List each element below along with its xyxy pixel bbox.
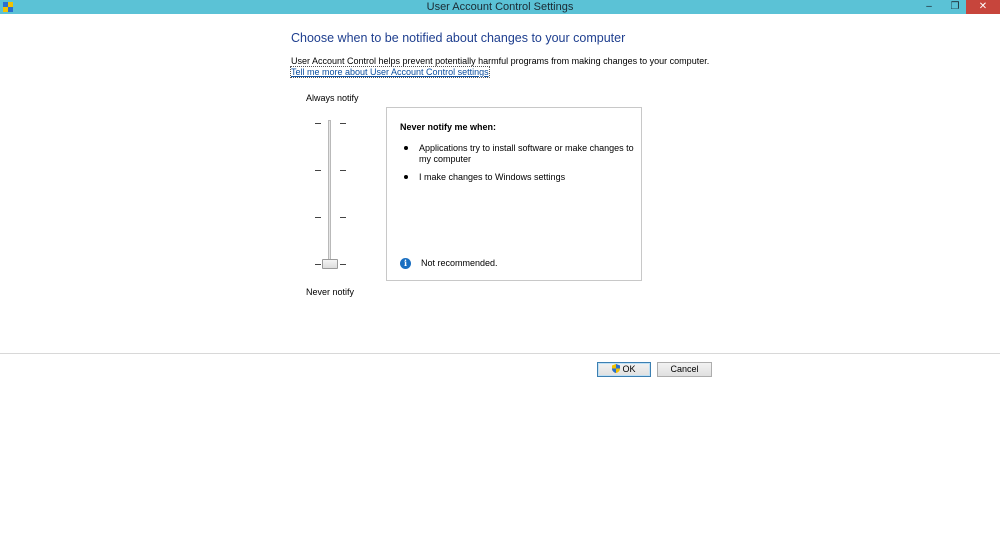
info-bullet: Applications try to install software or make changes to my computer [419, 143, 634, 164]
ok-button-label: OK [622, 364, 636, 374]
cancel-button[interactable]: Cancel [657, 362, 712, 377]
slider-tick [340, 170, 346, 171]
bullet-dot [404, 175, 408, 179]
ok-button[interactable] [597, 362, 651, 377]
divider [0, 353, 1000, 354]
slider-tick [340, 264, 346, 265]
slider-thumb[interactable] [322, 259, 338, 269]
slider-tick [315, 217, 321, 218]
close-icon[interactable]: ✕ [966, 0, 1000, 14]
slider-tick [340, 123, 346, 124]
slider-tick [315, 170, 321, 171]
slider-tick [315, 264, 321, 265]
info-panel-title: Never notify me when: [400, 122, 497, 132]
description-text: User Account Control helps prevent potentially harmful programs from making changes to your computer. [291, 56, 710, 66]
notification-level-slider[interactable] [310, 115, 350, 275]
info-bullet: I make changes to Windows settings [419, 172, 566, 182]
page-heading: Choose when to be notified about changes to your computer [291, 31, 626, 45]
minimize-icon[interactable]: – [926, 1, 932, 12]
slider-bottom-label: Never notify [306, 287, 355, 297]
recommendation-note: Not recommended. [421, 258, 498, 268]
maximize-icon[interactable]: ❐ [950, 1, 960, 12]
bullet-dot [404, 146, 408, 150]
title-bar [0, 0, 1000, 14]
slider-track[interactable] [328, 120, 331, 266]
info-panel [386, 107, 642, 281]
window-title: User Account Control Settings [426, 1, 574, 13]
slider-top-label: Always notify [306, 93, 359, 103]
uac-shield-icon [612, 364, 620, 373]
slider-tick [340, 217, 346, 218]
info-icon: i [400, 258, 411, 269]
learn-more-link[interactable]: Tell me more about User Account Control settings [291, 67, 489, 77]
slider-tick [315, 123, 321, 124]
